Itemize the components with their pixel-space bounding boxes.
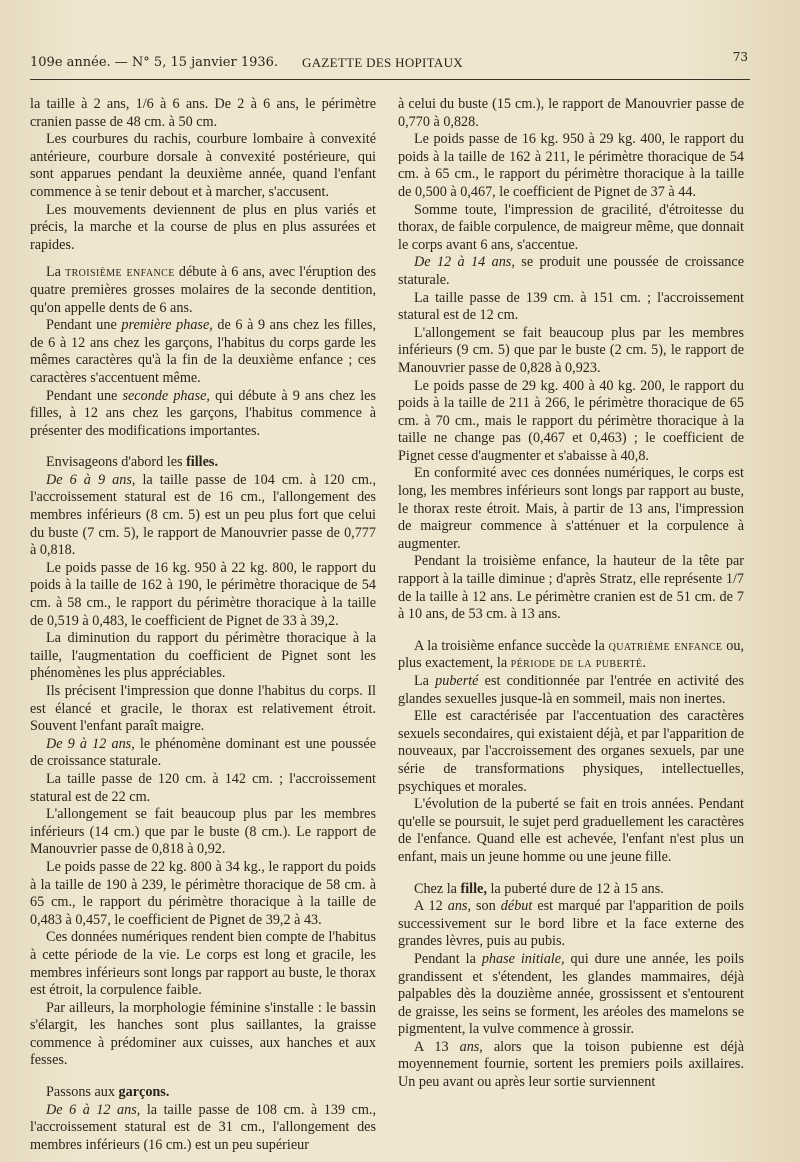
text-run: se produit une poussée de croissance staturale. xyxy=(398,254,744,288)
italic-term: De 12 à 14 ans, xyxy=(414,254,515,271)
paragraph xyxy=(398,1039,744,1092)
bold-term: filles. xyxy=(186,454,218,471)
text-run: de 6 à 9 ans chez les filles, de 6 à 12 ans chez les garçons, l'habitus du corps garde les mêmes caractères qu'à la fin de la deuxième enfance ; ces caractères s'accentuent même. xyxy=(30,317,376,386)
paragraph xyxy=(30,472,376,560)
page-header xyxy=(30,52,748,74)
text-run: La xyxy=(46,264,66,281)
paragraph xyxy=(30,317,376,387)
paragraph: La taille passe de 120 cm. à 142 cm. ; l'accroissement statural est de 22 cm. xyxy=(30,770,376,805)
journal-title: GAZETTE DES HOPITAUX xyxy=(302,55,463,70)
paragraph xyxy=(398,638,744,673)
text-run: est marqué par l'apparition de poils successivement sur le bord libre et la face externe des grandes lèvres, puis au pubis. xyxy=(398,898,744,950)
paragraph: Pendant la troisième enfance, la hauteur de la tête par rapport à la taille diminue ; d'après Stratz, elle représente 1/7 de la taille à 12 ans. Le périmètre cranien est de 51 cm. de 7 à 10 ans, de 53 cm. à 13 ans. xyxy=(398,553,744,623)
text-run: le phénomène dominant est une poussée de croissance staturale. xyxy=(30,735,376,770)
text-run: Pendant une xyxy=(46,387,123,404)
text-run: alors que la toison pubienne est déjà moyennement fournie, sortent les premiers poils axillaires. Un peu avant ou après leur sortie surviennent xyxy=(398,1038,744,1091)
text-run: débute à 6 ans, avec l'éruption des quatre premières grosses molaires de la seconde dentition, qu'on appelle dents de 6 ans. xyxy=(30,264,376,316)
paragraph xyxy=(30,1102,376,1155)
italic-term: De 6 à 9 ans, xyxy=(46,471,136,488)
paragraph: La diminution du rapport du périmètre thoracique à la taille, l'augmentation du coefficient de Pignet sont les phénomènes les plus appréciables. xyxy=(30,630,376,682)
italic-term: première phase, xyxy=(121,317,213,334)
italic-term: ans, xyxy=(447,898,471,915)
header-rule xyxy=(30,79,750,80)
paragraph xyxy=(398,881,744,899)
paragraph: La taille passe de 139 cm. à 151 cm. ; l'accroissement statural est de 12 cm. xyxy=(398,289,744,324)
text-run: A 13 xyxy=(414,1038,460,1055)
italic-term: début xyxy=(500,898,533,915)
paragraph: Le poids passe de 22 kg. 800 à 34 kg., le rapport du poids à la taille de 190 à 239, le périmètre thoracique de 58 cm. à 65 cm., le rapport du périmètre thoracique à la taille de 0,483 à 0,457, le coefficient de Pignet de 39,2 à 43. xyxy=(30,858,376,928)
paragraph: L'évolution de la puberté se fait en trois années. Pendant qu'elle se poursuit, le sujet perd graduellement les caractères de l'enfance. Quand elle est achevée, l'enfant n'est plus un enfant, mais un jeune homme ou une jeune fille. xyxy=(398,796,744,865)
italic-term: De 6 à 12 ans, xyxy=(46,1101,141,1118)
paragraph: Elle est caractérisée par l'accentuation des caractères sexuels secondaires, qui existaient déjà, et par l'apparition de nouveaux, par l'accroissement des organes sexuels, par une série de transformations physiques, intellectuelles, psychiques et morales. xyxy=(398,708,744,795)
paragraph xyxy=(30,454,376,472)
italic-term: seconde phase, xyxy=(122,387,210,404)
text-run: qui dure une année, les poils grandissent et s'étendent, les glandes mammaires, déjà palpables dès la douzième année, grossissent et s'entourent de graisse, les seins se forment, les aréoles des mamelons se pigmentent, la vulve commence à grossir. xyxy=(398,950,744,1038)
paragraph xyxy=(30,736,376,771)
paragraph: En conformité avec ces données numériques, le corps est long, les membres inférieurs sont longs par rapport au buste, le thorax reste étroit. Mais, à partir de 13 ans, l'impression de maigreur commence à s'atténuer et la corpulence à augmenter. xyxy=(398,465,744,552)
text-run: la puberté dure de 12 à 15 ans. xyxy=(486,880,664,897)
paragraph: Ils précisent l'impression que donne l'habitus du corps. Il est élancé et gracile, le thorax est relativement étroit. Souvent l'enfant paraît maigre. xyxy=(30,683,376,735)
paragraph: Le poids passe de 29 kg. 400 à 40 kg. 200, le rapport du poids à la taille de 211 à 266, le périmètre thoracique de 65 cm. à 70 cm., mais le rapport du périmètre thoracique à la taille ne change pas (0,467 et 0,463) ; le coefficient de Pignet cesse d'augmenter et s'abaisse à 40,8. xyxy=(398,377,744,464)
paragraph: Le poids passe de 16 kg. 950 à 29 kg. 400, le rapport du poids à la taille de 162 à 211, le périmètre thoracique de 54 cm. à 65 cm., le rapport du périmètre thoracique à la taille de 0,500 à 0,467, le coefficient de Pignet de 37 à 44. xyxy=(398,131,744,200)
text-run: qui débute à 9 ans chez les filles, à 12 ans chez les garçons, l'habitus commence à présenter des modifications importantes. xyxy=(30,387,376,439)
paragraph: Ces données numériques rendent bien compte de l'habitus à cette période de la vie. Le corps est long et gracile, les membres inférieurs sont longs par rapport au buste, le thorax est étroit, la corpulence faible. xyxy=(30,929,376,999)
paragraph xyxy=(30,1084,376,1102)
paragraph: Par ailleurs, la morphologie féminine s'installe : le bassin s'élargit, les hanches sont plus saillantes, la graisse commence à prédominer aux cuisses, aux hanches et aux fesses. xyxy=(30,999,376,1069)
left-column xyxy=(30,96,376,1154)
text-run: Pendant une xyxy=(46,317,122,334)
paragraph: Le poids passe de 16 kg. 950 à 22 kg. 800, le rapport du poids à la taille de 162 à 190, le périmètre thoracique de 54 cm. à 58 cm., le rapport du périmètre thoracique à la taille de 0,519 à 0,483, le coefficient de Pignet de 33 à 39,2. xyxy=(30,559,376,629)
section-term: troisième enfance xyxy=(65,264,175,281)
text-run: la taille passe de 108 cm. à 139 cm., l'accroissement statural est de 31 cm., l'allongement des membres inférieurs (16 cm.) est un peu supérieur xyxy=(30,1101,376,1153)
text-run: la taille passe de 104 cm. à 120 cm., l'accroissement statural est de 16 cm., l'allongement des membres inférieurs (8 cm. 5) est un peu plus fort que celui du buste (7 cm. 5), le rapport de Manouvrier passe de 0,777 à 0,818. xyxy=(30,471,376,559)
text-run: son xyxy=(471,898,501,915)
italic-term: puberté xyxy=(435,673,479,689)
text-run: La xyxy=(414,673,436,689)
paragraph: Somme toute, l'impression de gracilité, d'étroitesse du thorax, de faible corpulence, de maigreur même, que donnait le corps avant 6 ans, s'accentue. xyxy=(398,201,744,253)
italic-term: De 9 à 12 ans, xyxy=(46,735,135,752)
issue-line: 109e année. — N° 5, 15 janvier 1936. xyxy=(30,55,279,70)
paragraph xyxy=(30,388,376,441)
paragraph: à celui du buste (15 cm.), le rapport de Manouvrier passe de 0,770 à 0,828. xyxy=(398,96,744,130)
text-run: ou, plus exactement, la xyxy=(398,637,745,672)
paragraph: L'allongement se fait beaucoup plus par les membres inférieurs (9 cm. 5) que par le buste (2 cm. 5), le rapport de Manouvrier passe de 0,828 à 0,923. xyxy=(398,324,744,376)
paragraph xyxy=(398,951,744,1039)
paragraph: la taille à 2 ans, 1/6 à 6 ans. De 2 à 6 ans, le périmètre cranien passe de 48 cm. à 50 cm. xyxy=(30,96,376,130)
text-run: A la troisième enfance succède la xyxy=(414,637,609,654)
italic-term: ans, xyxy=(459,1038,483,1055)
paragraph xyxy=(398,254,744,289)
paragraph: L'allongement se fait beaucoup plus par les membres inférieurs (14 cm.) que par le buste (8 cm.). Le rapport de Manouvrier passe de 0,818 à 0,92. xyxy=(30,806,376,858)
paragraph: Les courbures du rachis, courbure lombaire à convexité antérieure, courbure dorsale à convexité postérieure, qui sont apparues pendant la deuxième année, quand l'enfant commence à se tenir debout et à marcher, s'accusent. xyxy=(30,131,376,200)
text-run: est conditionnée par l'entrée en activité des glandes sexuelles jusque-là en sommeil, mais non inertes. xyxy=(398,673,745,707)
paragraph xyxy=(398,673,744,708)
text-run: Pendant la xyxy=(414,950,482,967)
text-run: Envisageons d'abord les xyxy=(46,454,187,471)
paragraph xyxy=(398,898,744,951)
text-run: Passons aux xyxy=(46,1084,119,1101)
paragraph: Les mouvements deviennent de plus en plus variés et précis, la marche et la course de plus en plus assurées et rapides. xyxy=(30,201,376,253)
bold-term: garçons. xyxy=(118,1084,170,1101)
paragraph xyxy=(30,264,376,317)
section-term: période de la puberté. xyxy=(510,655,647,672)
text-run: A 12 xyxy=(414,898,448,915)
page-number: 73 xyxy=(732,50,748,64)
italic-term: phase initiale, xyxy=(481,950,565,967)
text-run: Chez la xyxy=(414,880,461,897)
bold-term: fille, xyxy=(460,880,487,897)
right-column xyxy=(398,96,744,1092)
section-term: quatrième enfance xyxy=(608,637,723,654)
